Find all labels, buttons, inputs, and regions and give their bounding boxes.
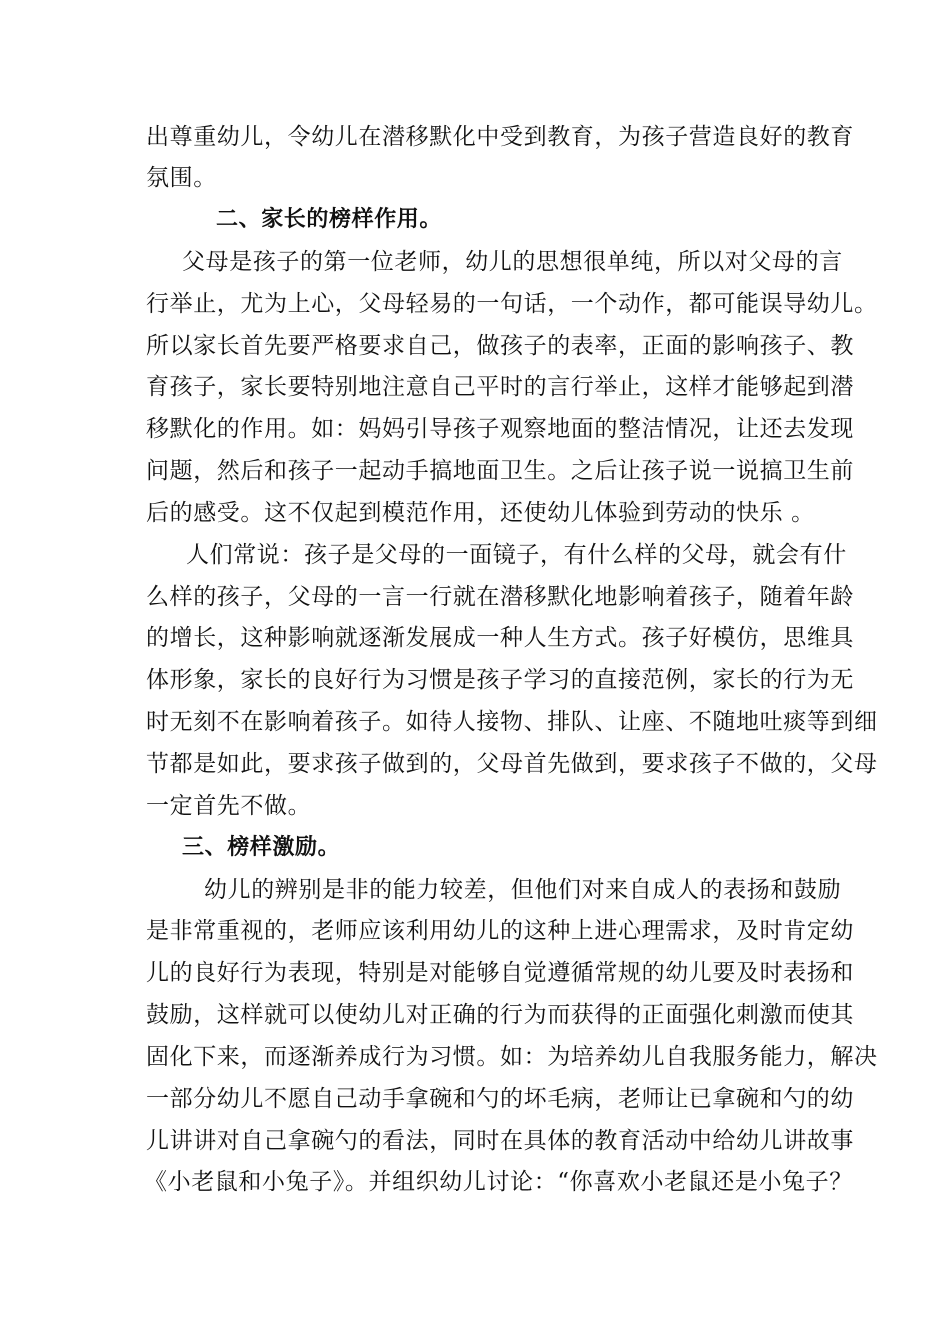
body-text-line: 的增长，这种影响就逐渐发展成一种人生方式。孩子好模仿，思维具 <box>146 625 854 651</box>
body-text-line: 《小老鼠和小兔子》。并组织幼儿讨论：“你喜欢小老鼠还是小兔子？ <box>144 1169 853 1195</box>
body-text-line: 幼儿的辨别是非的能力较差，但他们对来自成人的表扬和鼓励 <box>204 877 842 903</box>
body-text-line: 后的感受。这不仅起到模范作用，还使幼儿体验到劳动的快乐 。 <box>146 500 815 526</box>
body-text-line: 人们常说：孩子是父母的一面镜子，有什么样的父母，就会有什 <box>186 542 847 568</box>
body-text-line: 儿讲讲对自己拿碗勺的看法，同时在具体的教育活动中给幼儿讲故事 <box>146 1128 854 1154</box>
body-text-line: 一部分幼儿不愿自己动手拿碗和勺的坏毛病，老师让已拿碗和勺的幼 <box>146 1086 854 1112</box>
body-text-line: 体形象，家长的良好行为习惯是孩子学习的直接范例，家长的行为无 <box>146 667 854 693</box>
body-text-line: 是非常重视的，老师应该利用幼儿的这种上进心理需求，及时肯定幼 <box>146 918 854 944</box>
body-text-line: 固化下来，而逐渐养成行为习惯。如：为培养幼儿自我服务能力，解决 <box>146 1044 878 1070</box>
section-heading: 三、榜样激励。 <box>182 835 341 860</box>
body-text-line: 时无刻不在影响着孩子。如待人接物、排队、让座、不随地吐痰等到细 <box>146 709 878 735</box>
body-text-line: 氛围。 <box>146 165 217 191</box>
section-heading: 二、家长的榜样作用。 <box>216 207 443 232</box>
body-text-line: 儿的良好行为表现，特别是对能够自觉遵循常规的幼儿要及时表扬和 <box>146 960 854 986</box>
body-text-line: 育孩子，家长要特别地注意自己平时的言行举止，这样才能够起到潜 <box>146 374 854 400</box>
body-text-line: 鼓励，这样就可以使幼儿对正确的行为而获得的正面强化刺激而使其 <box>146 1002 854 1028</box>
body-text-line: 父母是孩子的第一位老师，幼儿的思想很单纯，所以对父母的言 <box>182 249 843 275</box>
body-text-line: 所以家长首先要严格要求自己，做孩子的表率，正面的影响孩子、教 <box>146 333 854 359</box>
body-text-line: 出尊重幼儿，令幼儿在潜移默化中受到教育，为孩子营造良好的教育 <box>146 124 854 150</box>
body-text-line: 移默化的作用。如：妈妈引导孩子观察地面的整洁情况，让还去发现 <box>146 416 854 442</box>
body-text-line: 行举止，尤为上心，父母轻易的一句话，一个动作，都可能误导幼儿。 <box>146 291 878 317</box>
body-text-line: 么样的孩子，父母的一言一行就在潜移默化地影响着孩子，随着年龄 <box>146 584 854 610</box>
body-text-line: 节都是如此，要求孩子做到的，父母首先做到，要求孩子不做的，父母 <box>146 751 878 777</box>
body-text-line: 一定首先不做。 <box>146 793 312 819</box>
body-text-line: 问题，然后和孩子一起动手搞地面卫生。之后让孩子说一说搞卫生前 <box>146 458 854 484</box>
